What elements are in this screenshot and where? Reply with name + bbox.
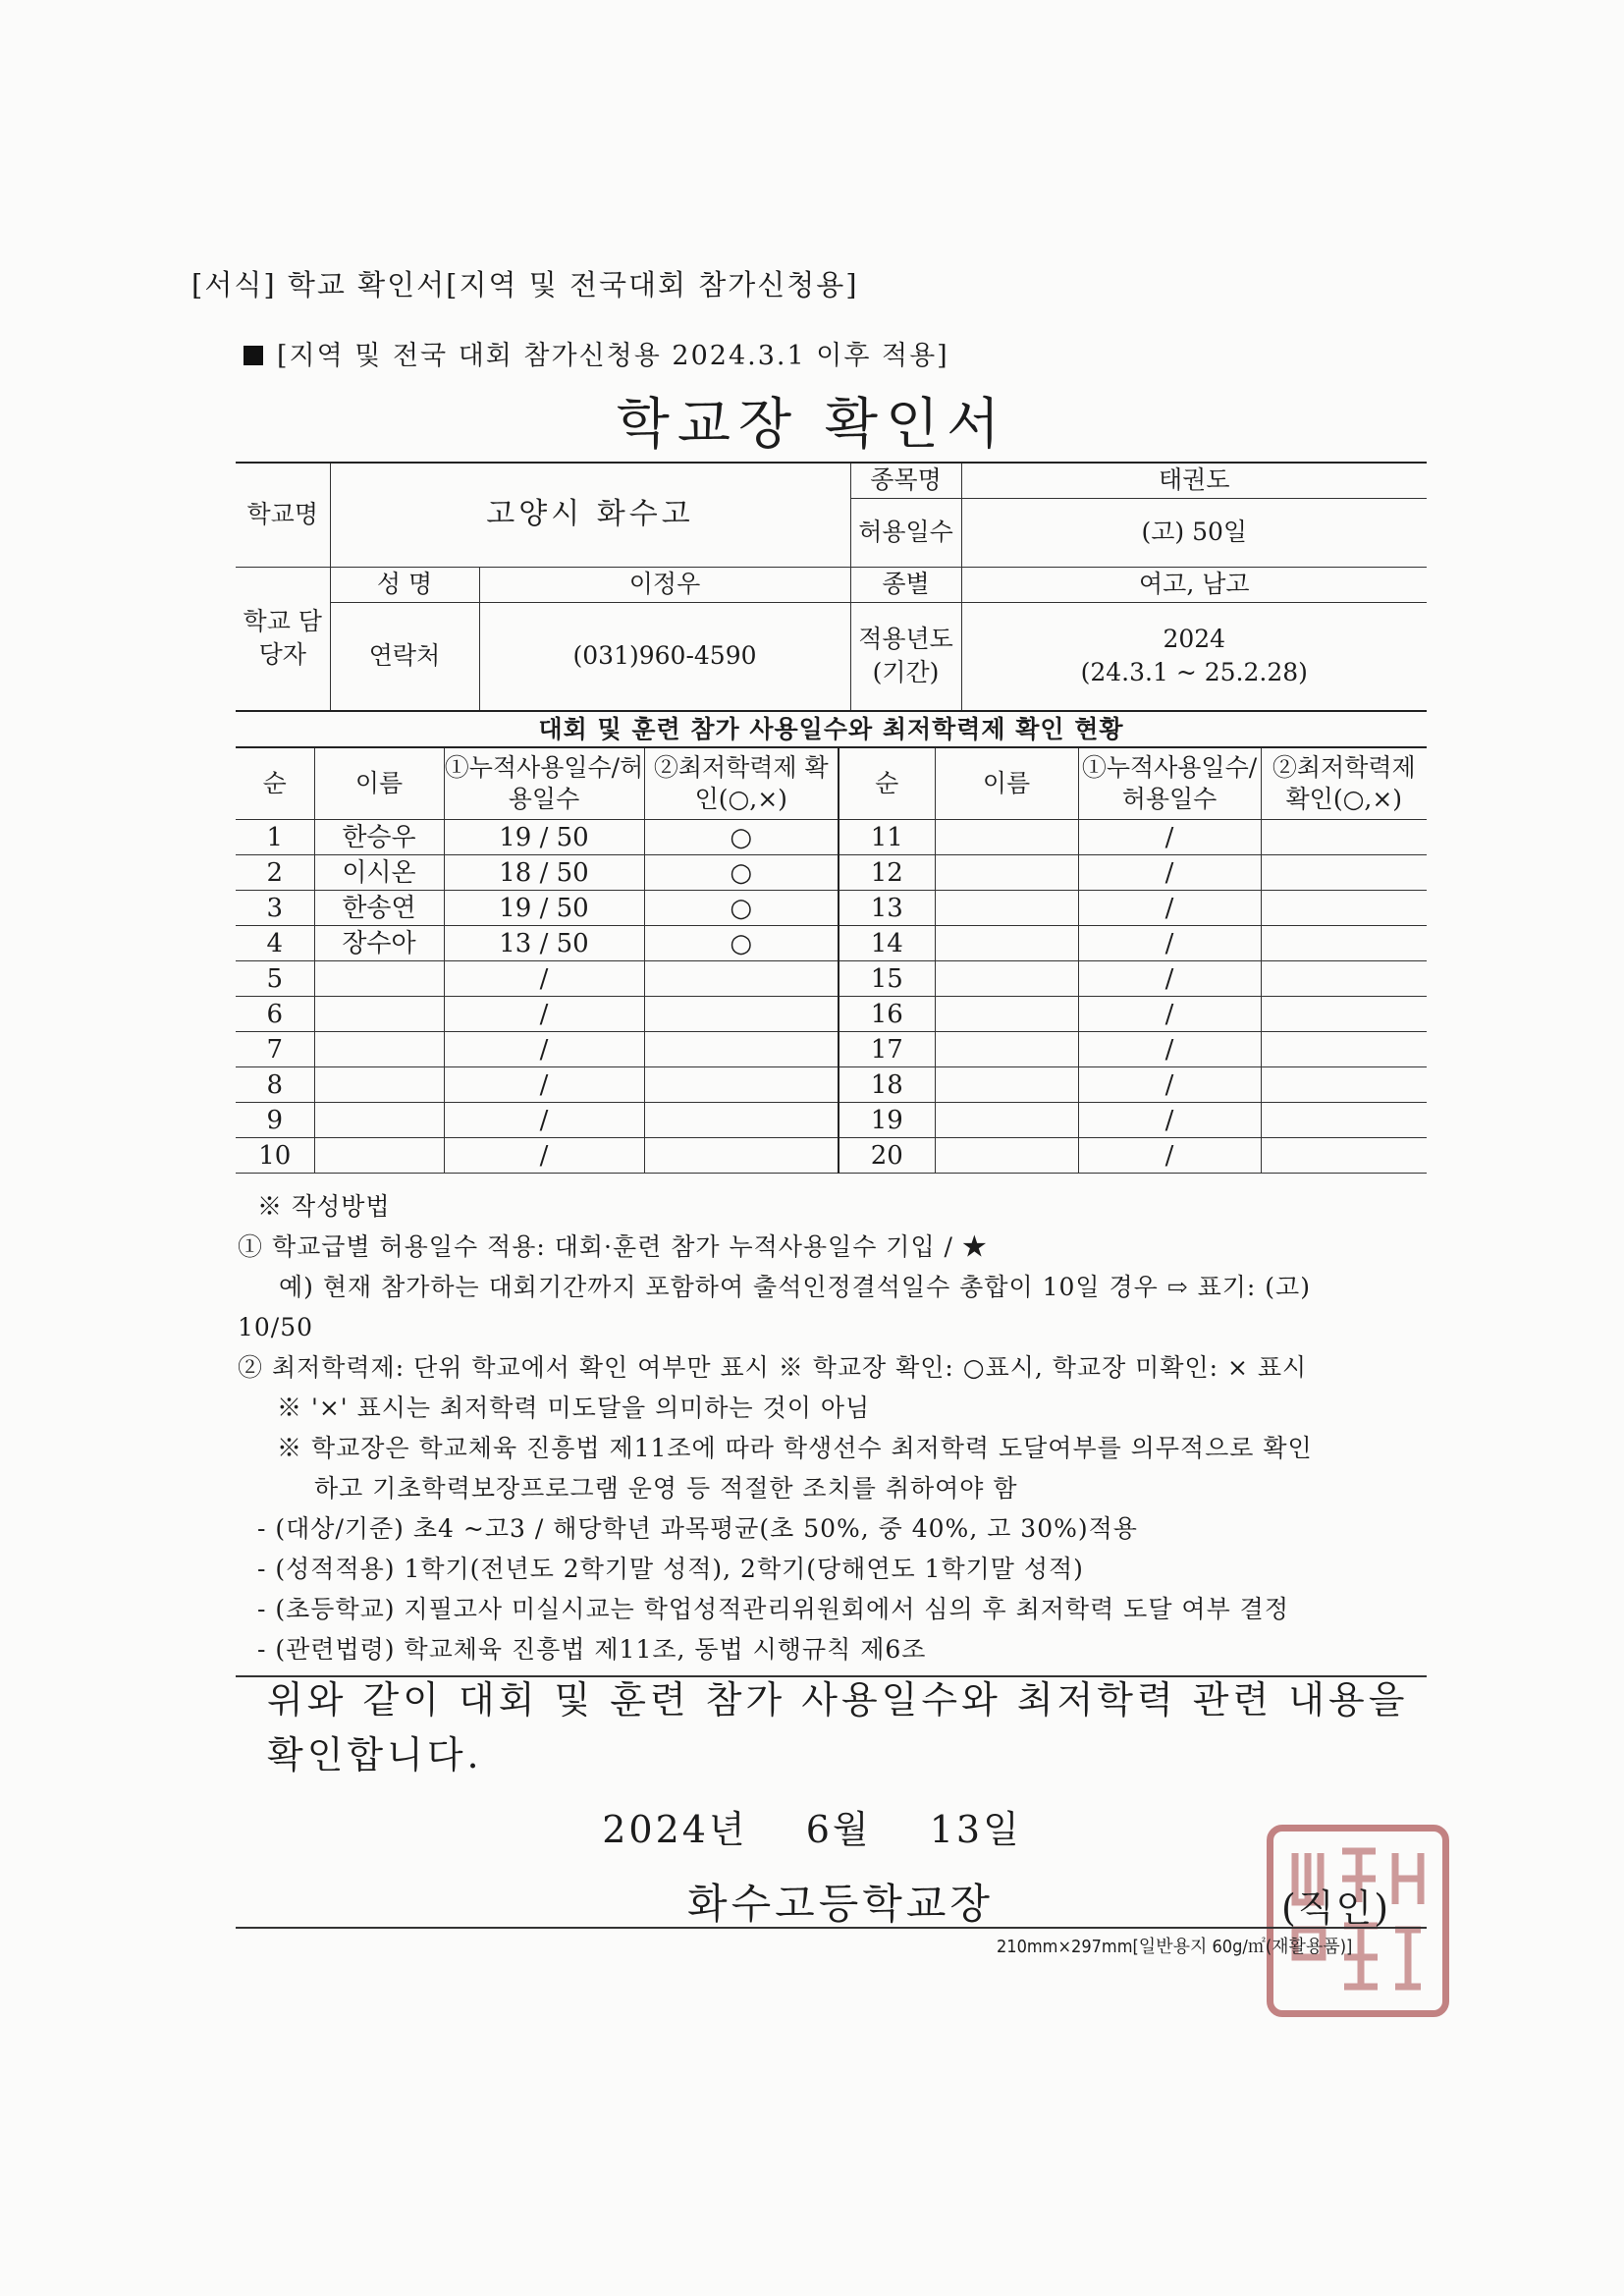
row-check: [1261, 820, 1427, 855]
row-no: 17: [839, 1032, 935, 1067]
year-label: 적용년도 (기간): [850, 602, 961, 710]
row-no: 14: [839, 926, 935, 961]
row-name: 한송연: [314, 891, 444, 926]
table-row: [236, 997, 1427, 1032]
confirm-statement: [267, 1672, 1445, 1782]
row-name: 장수아: [314, 926, 444, 961]
row-days: 19 / 50: [444, 891, 644, 926]
row-check: [1261, 997, 1427, 1032]
row-name: [935, 1067, 1078, 1103]
note-1-example: 예) 현재 참가하는 대회기간까지 포함하여 출석인정결석일수 총합이 10일 경우 ⇨ 표기: (고): [279, 1273, 1311, 1301]
notes-heading: ※ 작성방법: [257, 1192, 391, 1221]
year-value: 2024: [1163, 625, 1226, 653]
year-value-cell: [961, 602, 1427, 710]
manager-label: 학교 담당자: [236, 567, 330, 710]
row-days: /: [1078, 961, 1261, 997]
row-days: /: [444, 1067, 644, 1103]
row-days: /: [1078, 1138, 1261, 1174]
col-days-left: ①누적사용일수/허용일수: [444, 747, 644, 820]
apply-label-text: [지역 및 전국 대회 참가신청용 2024.3.1 이후 적용]: [277, 341, 949, 371]
row-days: /: [1078, 1032, 1261, 1067]
row-days: 13 / 50: [444, 926, 644, 961]
row-no: 12: [839, 855, 935, 891]
table-row: [236, 1067, 1427, 1103]
table-row: [236, 855, 1427, 891]
row-no: 6: [236, 997, 314, 1032]
row-name: [314, 961, 444, 997]
row-check: [1261, 855, 1427, 891]
usage-table: [236, 710, 1427, 1174]
row-no: 4: [236, 926, 314, 961]
table-row: [236, 1032, 1427, 1067]
name-value: 이정우: [479, 567, 850, 602]
date-day: 13일: [929, 1808, 1022, 1851]
school-label: 학교명: [236, 463, 330, 567]
note-1-example-2: 10/50: [238, 1313, 314, 1341]
detail-2: - (성적적용) 1학기(전년도 2학기말 성적), 2학기(당해연도 1학기말 성적): [257, 1555, 1084, 1583]
school-name: 고양시 화수고: [330, 463, 850, 567]
note-2: ② 최저학력제: 단위 학교에서 확인 여부만 표시 ※ 학교장 확인: ○표시, 학교장 미확인: × 표시: [238, 1353, 1308, 1382]
contact-label: 연락처: [330, 602, 479, 710]
info-table: [236, 462, 1427, 711]
row-check: [1261, 891, 1427, 926]
row-check: ○: [644, 855, 839, 891]
row-name: [935, 926, 1078, 961]
row-check: [644, 1138, 839, 1174]
table-row: [236, 891, 1427, 926]
row-no: 15: [839, 961, 935, 997]
table-row: [236, 926, 1427, 961]
square-bullet-icon: [244, 346, 263, 365]
row-days: /: [1078, 1067, 1261, 1103]
row-no: 13: [839, 891, 935, 926]
detail-3: - (초등학교) 지필고사 미실시교는 학업성적관리위원회에서 심의 후 최저학력 도달 여부 결정: [257, 1595, 1289, 1623]
row-days: /: [1078, 820, 1261, 855]
col-check-left: ②최저학력제 확인(○,×): [644, 747, 839, 820]
row-check: [644, 997, 839, 1032]
sport-label: 종목명: [850, 463, 961, 498]
row-check: [644, 1103, 839, 1138]
row-name: [314, 1032, 444, 1067]
row-name: [935, 1103, 1078, 1138]
row-no: 10: [236, 1138, 314, 1174]
row-days: /: [444, 997, 644, 1032]
row-days: /: [1078, 997, 1261, 1032]
detail-4: - (관련법령) 학교체육 진흥법 제11조, 동법 시행규칙 제6조: [257, 1635, 927, 1664]
row-name: 이시온: [314, 855, 444, 891]
detail-1: - (대상/기준) 초4 ~고3 / 해당학년 과목평균(초 50%, 중 40%, 고 30%)적용: [257, 1514, 1138, 1543]
contact-value: (031)960-4590: [479, 602, 850, 710]
row-check: [644, 1067, 839, 1103]
row-name: [314, 1067, 444, 1103]
col-no-right: 순: [839, 747, 935, 820]
table-row: [236, 1138, 1427, 1174]
table-row: [236, 1103, 1427, 1138]
date-month: 6월: [805, 1808, 872, 1851]
name-label: 성 명: [330, 567, 479, 602]
bottom-divider: [236, 1927, 1427, 1929]
form-label: [서식] 학교 확인서[지역 및 전국대회 참가신청용]: [191, 268, 859, 301]
row-no: 1: [236, 820, 314, 855]
principal-name: 화수고등학교장: [687, 1880, 995, 1928]
row-name: [314, 997, 444, 1032]
row-name: [935, 1032, 1078, 1067]
col-days-right: ①누적사용일수/ 허용일수: [1078, 747, 1261, 820]
row-name: [935, 855, 1078, 891]
row-check: [644, 961, 839, 997]
sport-value: 태권도: [961, 463, 1427, 498]
row-check: [1261, 926, 1427, 961]
row-days: /: [444, 1103, 644, 1138]
row-no: 3: [236, 891, 314, 926]
row-check: [1261, 1103, 1427, 1138]
usage-title: 대회 및 훈련 참가 사용일수와 최저학력제 확인 현황: [236, 711, 1427, 747]
row-no: 8: [236, 1067, 314, 1103]
col-no-left: 순: [236, 747, 314, 820]
row-name: [935, 820, 1078, 855]
instructions: [238, 1186, 1431, 1669]
row-days: /: [1078, 891, 1261, 926]
row-days: /: [444, 1138, 644, 1174]
row-name: [935, 961, 1078, 997]
row-check: [1261, 1138, 1427, 1174]
row-days: /: [1078, 855, 1261, 891]
row-name: 한승우: [314, 820, 444, 855]
row-days: /: [444, 961, 644, 997]
note-2-b-cont: 하고 기초학력보장프로그램 운영 등 적절한 조치를 취하여야 함: [314, 1474, 1018, 1503]
note-2-a: ※ '×' 표시는 최저학력 미도달을 의미하는 것이 아님: [277, 1394, 871, 1422]
row-check: [1261, 1067, 1427, 1103]
table-row: [236, 961, 1427, 997]
document-title: 학교장 확인서: [616, 393, 1008, 457]
row-days: /: [444, 1032, 644, 1067]
row-name: [935, 891, 1078, 926]
allow-value: (고) 50일: [961, 498, 1427, 567]
row-name: [935, 1138, 1078, 1174]
gender-value: 여고, 남고: [961, 567, 1427, 602]
row-no: 11: [839, 820, 935, 855]
row-days: /: [1078, 1103, 1261, 1138]
row-days: 19 / 50: [444, 820, 644, 855]
row-no: 5: [236, 961, 314, 997]
col-name-right: 이름: [935, 747, 1078, 820]
row-check: ○: [644, 820, 839, 855]
paper-spec: 210mm×297mm[일반용지 60g/㎡(재활용품)]: [997, 1937, 1353, 1957]
row-no: 9: [236, 1103, 314, 1138]
col-name-left: 이름: [314, 747, 444, 820]
row-no: 7: [236, 1032, 314, 1067]
date-year: 2024년: [602, 1808, 748, 1851]
row-no: 20: [839, 1138, 935, 1174]
row-check: ○: [644, 926, 839, 961]
allow-label: 허용일수: [850, 498, 961, 567]
table-row: [236, 820, 1427, 855]
row-name: [314, 1138, 444, 1174]
period-value: (24.3.1 ~ 25.2.28): [1080, 658, 1308, 686]
row-name: [314, 1103, 444, 1138]
row-check: ○: [644, 891, 839, 926]
row-check: [644, 1032, 839, 1067]
row-no: 16: [839, 997, 935, 1032]
row-name: [935, 997, 1078, 1032]
gender-label: 종별: [850, 567, 961, 602]
row-no: 18: [839, 1067, 935, 1103]
row-check: [1261, 1032, 1427, 1067]
row-days: /: [1078, 926, 1261, 961]
apply-label: [244, 334, 949, 372]
seal-label: (직인): [1281, 1886, 1391, 1930]
confirm-line-1: 위와 같이 대회 및 훈련 참가 사용일수와 최저학력 관련 내용을: [267, 1678, 1409, 1722]
confirm-line-2: 확인합니다.: [267, 1733, 483, 1777]
row-no: 2: [236, 855, 314, 891]
row-no: 19: [839, 1103, 935, 1138]
note-2-b: ※ 학교장은 학교체육 진흥법 제11조에 따라 학생선수 최저학력 도달여부를 의무적으로 확인: [277, 1434, 1313, 1462]
col-check-right: ②최저학력제 확인(○,×): [1261, 747, 1427, 820]
note-1: ① 학교급별 허용일수 적용: 대회·훈련 참가 누적사용일수 기입 / ★: [238, 1232, 988, 1261]
row-check: [1261, 961, 1427, 997]
row-days: 18 / 50: [444, 855, 644, 891]
